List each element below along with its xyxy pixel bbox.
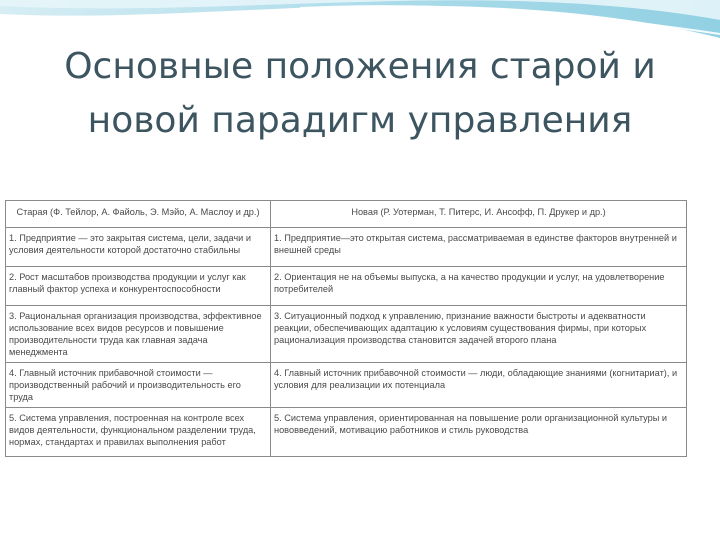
cell-old: 3. Рациональная организация производства, эффективное использование всех видов ресурсов и повышение производительности труда как главная задача менеджмента: [6, 306, 271, 363]
cell-new: 2. Ориентация не на объемы выпуска, а на качество продукции и услуг, на удовлетворение потребителей: [271, 267, 687, 306]
cell-new: 4. Главный источник прибавочной стоимости — люди, обладающие знаниями (когнитариат), и условия для реализации их потенциала: [271, 363, 687, 408]
cell-new: 3. Ситуационный подход к управлению, признание важности быстроты и адекватности реакции, обеспечивающих адаптацию к условиям существования фирмы, при которых рационализация производства становится задачей второго плана: [271, 306, 687, 363]
table-row: [6, 306, 687, 363]
header-old-paradigm: Старая (Ф. Тейлор, А. Файоль, Э. Мэйо, А. Маслоу и др.): [6, 201, 271, 228]
cell-old: 5. Система управления, построенная на контроле всех видов деятельности, функциональном разделении труда, нормах, стандартах и правилах выполнения работ: [6, 408, 271, 457]
title-line-2: новой парадигм управления: [87, 100, 633, 141]
page-title: [40, 40, 680, 148]
cell-new: 1. Предприятие—это открытая система, рассматриваемая в единстве факторов внутренней и внешней среды: [271, 228, 687, 267]
table-header-row: [6, 201, 687, 228]
title-line-1: Основные положения старой и: [64, 46, 656, 87]
cell-new: 5. Система управления, ориентированная на повышение роли организационной культуры и нововведений, мотивацию работников и стиль руководства: [271, 408, 687, 457]
paradigm-comparison-table: [5, 200, 687, 457]
cell-old: 1. Предприятие — это закрытая система, цели, задачи и условия деятельности которой достаточно стабильны: [6, 228, 271, 267]
table-row: [6, 363, 687, 408]
table-row: [6, 228, 687, 267]
cell-old: 4. Главный источник прибавочной стоимости — производственный рабочий и производительность его труда: [6, 363, 271, 408]
table-row: [6, 267, 687, 306]
cell-old: 2. Рост масштабов производства продукции и услуг как главный фактор успеха и конкурентоспособности: [6, 267, 271, 306]
table-row: [6, 408, 687, 457]
header-new-paradigm: Новая (Р. Уотерман, Т. Питерс, И. Ансофф, П. Друкер и др.): [271, 201, 687, 228]
